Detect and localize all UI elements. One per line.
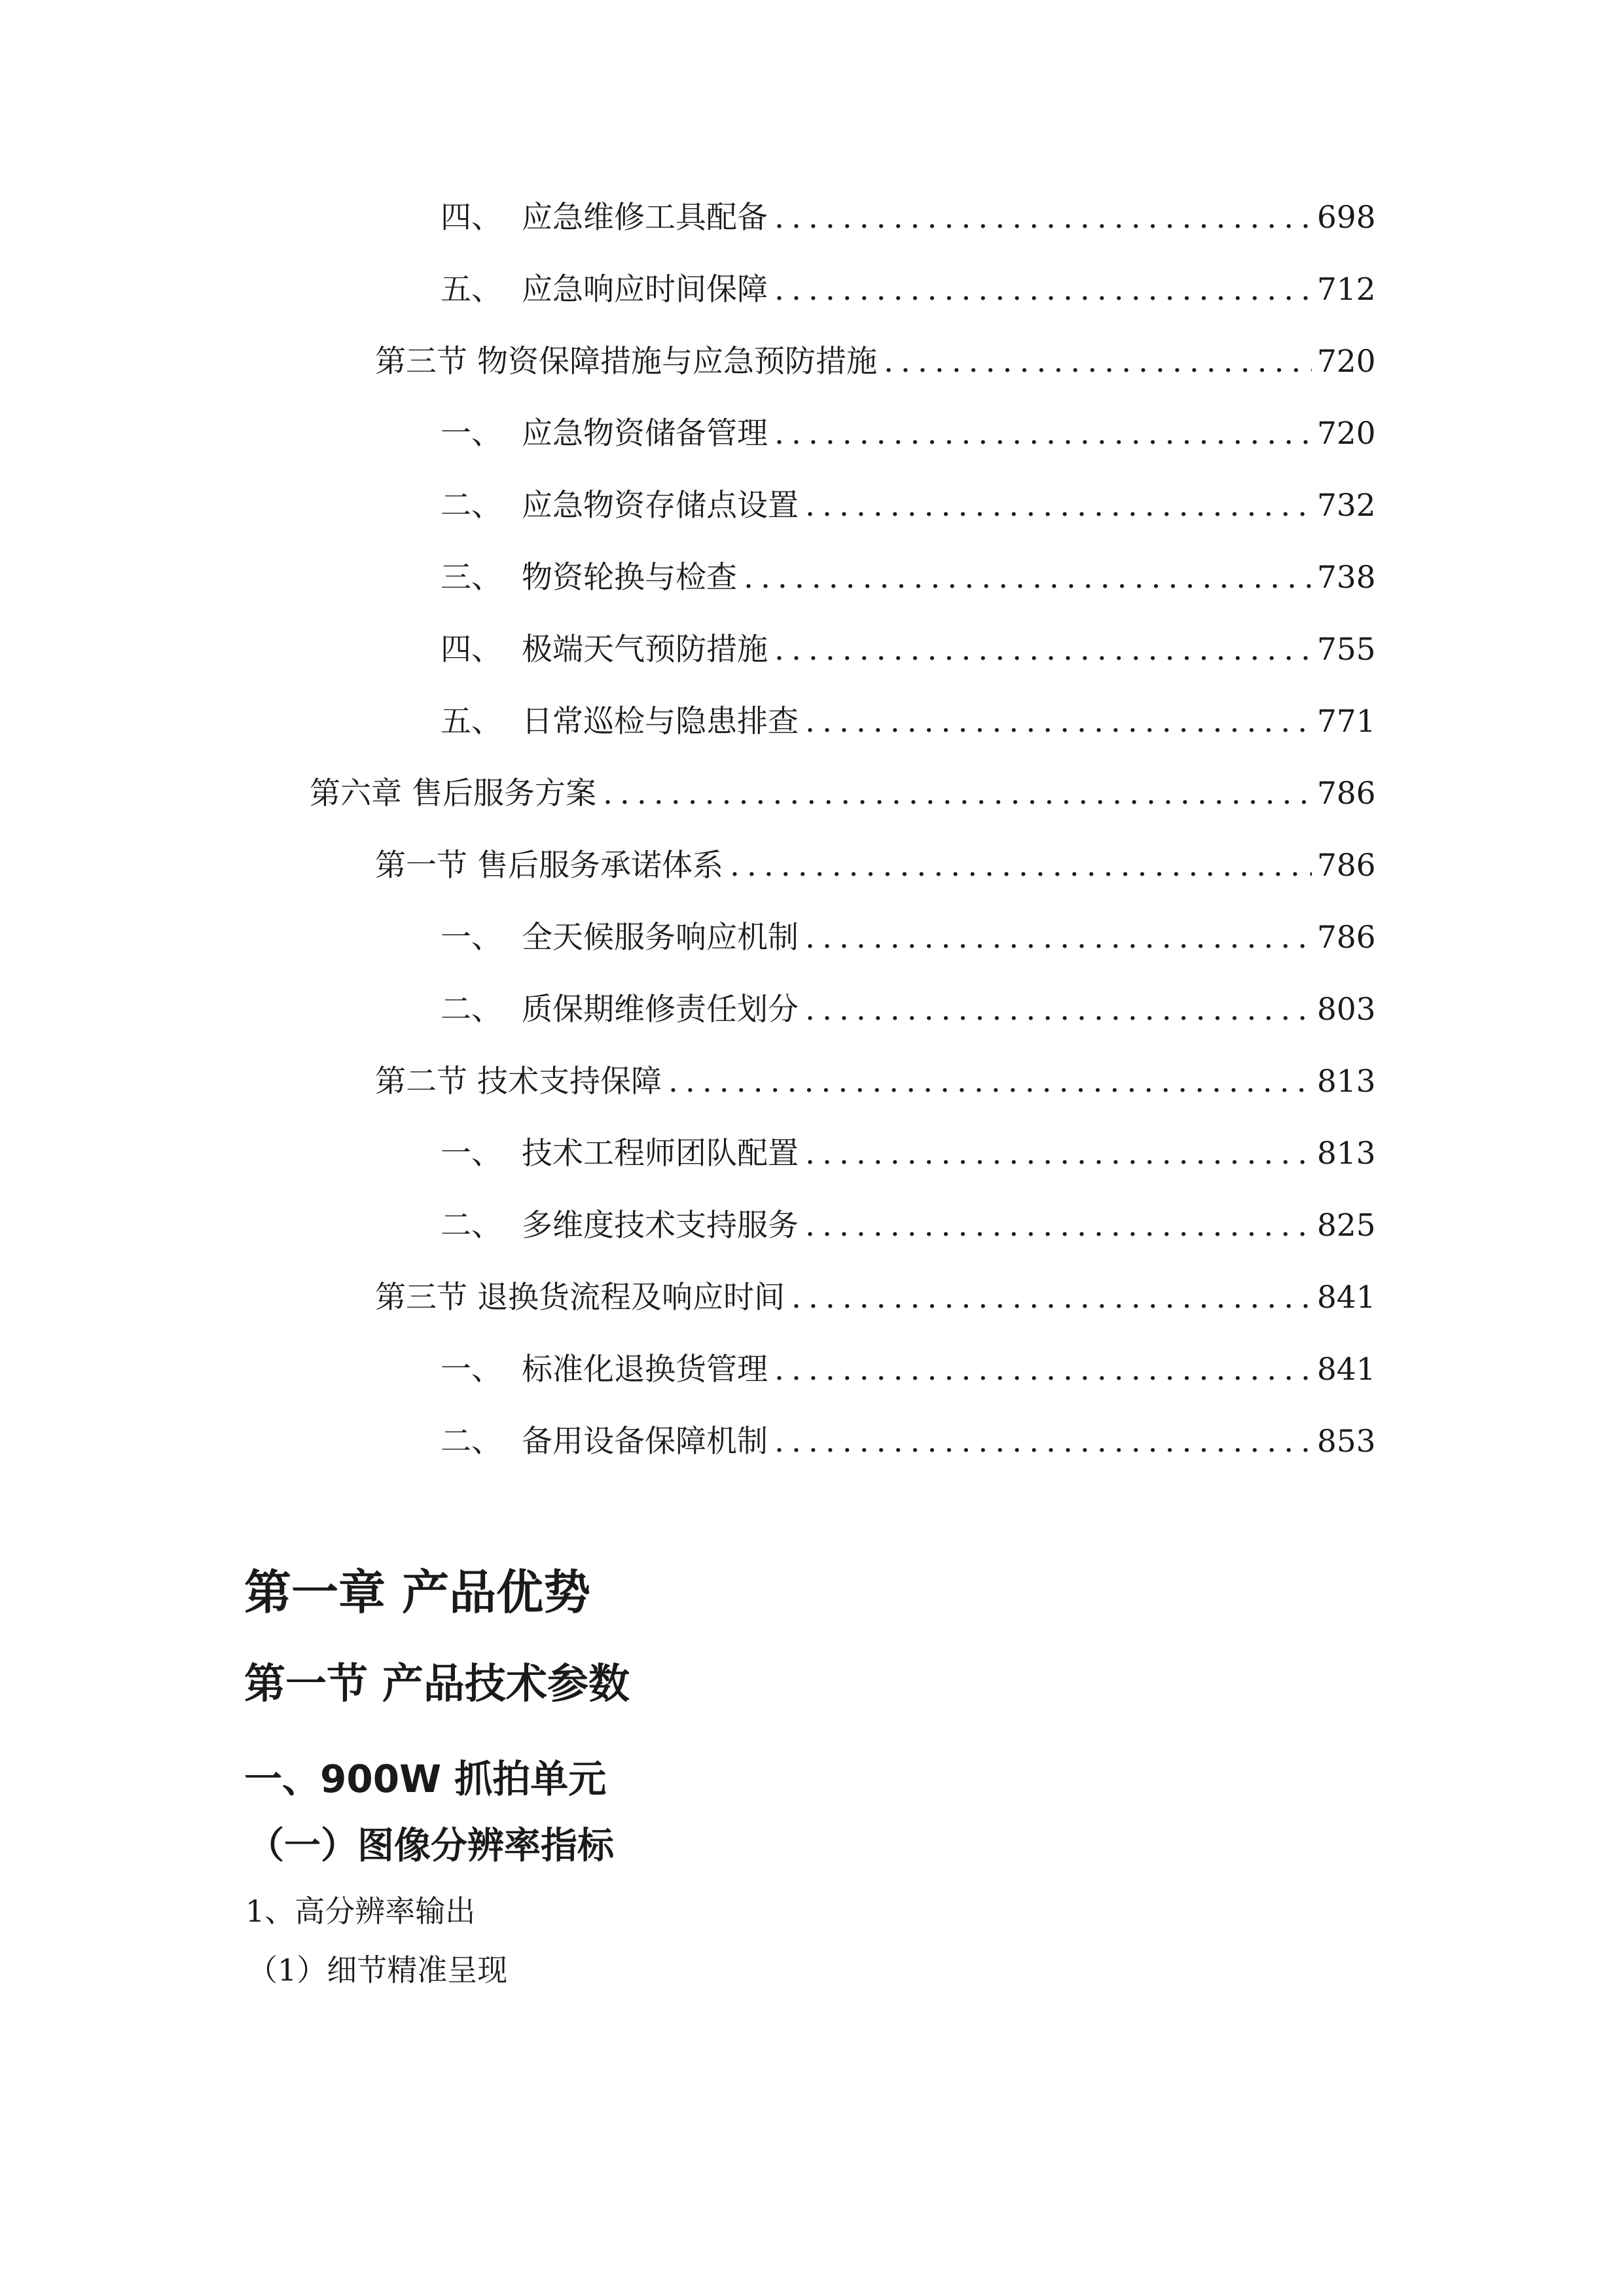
toc-entry-label xyxy=(310,764,596,823)
toc-entry-title: 技术工程师团队配置 xyxy=(522,1136,799,1172)
toc-leader-dots xyxy=(774,260,1312,319)
toc-entry-page: 738 xyxy=(1317,560,1376,596)
toc-entry-title: 第三节 退换货流程及响应时间 xyxy=(375,1280,785,1316)
toc-entry-label xyxy=(375,1268,785,1327)
toc-entry-title: 应急物资储备管理 xyxy=(522,416,768,452)
toc-leader-dots xyxy=(884,332,1312,391)
toc-entry-page: 786 xyxy=(1317,848,1376,884)
toc-entry-page: 720 xyxy=(1317,416,1376,452)
toc-entry-label xyxy=(441,1340,768,1399)
toc-entry-number: 五、 xyxy=(441,704,502,740)
toc-entry-page: 786 xyxy=(1317,920,1376,956)
toc-leader-dots xyxy=(791,1268,1312,1327)
toc-entry-page: 813 xyxy=(1317,1064,1376,1100)
toc-entry-title: 应急物资存储点设置 xyxy=(522,488,799,524)
toc-leader-dots xyxy=(774,188,1312,247)
toc-entry[interactable] xyxy=(441,1412,1376,1471)
toc-entry-title: 应急响应时间保障 xyxy=(522,272,768,308)
toc-entry-label xyxy=(441,1124,799,1183)
toc-entry-page: 841 xyxy=(1317,1280,1376,1316)
section-heading: 第一节 产品技术参数 xyxy=(244,1660,630,1708)
toc-leader-dots xyxy=(603,764,1312,823)
toc-entry-label xyxy=(441,1412,768,1471)
toc-entry-number: 二、 xyxy=(441,992,502,1028)
toc-entry-number: 一、 xyxy=(441,920,502,956)
toc-entry-number: 四、 xyxy=(441,632,502,668)
toc-entry-title: 全天候服务响应机制 xyxy=(522,920,799,956)
toc-entry[interactable] xyxy=(441,404,1376,463)
toc-entry-title: 物资轮换与检查 xyxy=(522,560,737,596)
toc-leader-dots xyxy=(774,620,1312,679)
toc-entry-label xyxy=(375,332,877,391)
toc-leader-dots xyxy=(774,1340,1312,1399)
toc-entry-label xyxy=(441,620,768,679)
toc-entry[interactable] xyxy=(441,692,1376,751)
toc-entry[interactable] xyxy=(375,1268,1376,1327)
toc-entry-label xyxy=(441,404,768,463)
toc-entry-label xyxy=(441,692,799,751)
toc-entry-title: 第三节 物资保障措施与应急预防措施 xyxy=(375,344,877,380)
toc-entry-title: 质保期维修责任划分 xyxy=(522,992,799,1028)
toc-leader-dots xyxy=(805,980,1312,1039)
toc-entry-number: 二、 xyxy=(441,1208,502,1244)
toc-entry[interactable] xyxy=(310,764,1376,823)
toc-entry[interactable] xyxy=(375,836,1376,895)
toc-entry-page: 841 xyxy=(1317,1352,1376,1388)
chapter-heading: 第一章 产品优势 xyxy=(244,1565,591,1620)
toc-entry-page: 813 xyxy=(1317,1136,1376,1172)
toc-leader-dots xyxy=(805,1196,1312,1255)
toc-entry[interactable] xyxy=(441,620,1376,679)
toc-entry-number: 二、 xyxy=(441,1424,502,1460)
toc-entry-label xyxy=(441,548,737,607)
toc-entry[interactable] xyxy=(375,332,1376,391)
toc-entry-number: 四、 xyxy=(441,200,502,236)
toc-entry-label xyxy=(441,980,799,1039)
toc-entry-title: 极端天气预防措施 xyxy=(522,632,768,668)
toc-leader-dots xyxy=(744,548,1312,607)
toc-leader-dots xyxy=(774,404,1312,463)
toc-entry-label xyxy=(441,476,799,535)
toc-entry-number: 三、 xyxy=(441,560,502,596)
toc-entry[interactable] xyxy=(441,908,1376,967)
toc-leader-dots xyxy=(730,836,1312,895)
toc-entry[interactable] xyxy=(441,476,1376,535)
toc-entry[interactable] xyxy=(441,188,1376,247)
toc-entry-label xyxy=(441,188,768,247)
toc-entry[interactable] xyxy=(441,1196,1376,1255)
subsection-heading: 一、900W 抓拍单元 xyxy=(244,1757,607,1801)
toc-entry-page: 786 xyxy=(1317,776,1376,812)
toc-leader-dots xyxy=(805,1124,1312,1183)
toc-leader-dots xyxy=(774,1412,1312,1471)
toc-entry[interactable] xyxy=(441,980,1376,1039)
toc-entry-page: 771 xyxy=(1317,704,1376,740)
toc-entry-number: 一、 xyxy=(441,1352,502,1388)
toc-entry-title: 第六章 售后服务方案 xyxy=(310,776,596,812)
toc-entry-page: 698 xyxy=(1317,200,1376,236)
toc-entry-page: 803 xyxy=(1317,992,1376,1028)
toc-entry-label xyxy=(375,1052,662,1111)
toc-entry-page: 755 xyxy=(1317,632,1376,668)
toc-entry-label xyxy=(375,836,723,895)
toc-entry-title: 第一节 售后服务承诺体系 xyxy=(375,848,723,884)
sub-list-item-heading: （1）细节精准呈现 xyxy=(247,1952,508,1988)
toc-leader-dots xyxy=(805,908,1312,967)
toc-entry-title: 应急维修工具配备 xyxy=(522,200,768,236)
toc-entry-label xyxy=(441,1196,799,1255)
toc-entry-title: 第二节 技术支持保障 xyxy=(375,1064,662,1100)
toc-entry-page: 853 xyxy=(1317,1424,1376,1460)
toc-entry-page: 712 xyxy=(1317,272,1376,308)
toc-entry[interactable] xyxy=(441,1124,1376,1183)
toc-entry-number: 一、 xyxy=(441,1136,502,1172)
toc-entry-label xyxy=(441,260,768,319)
toc-entry-title: 备用设备保障机制 xyxy=(522,1424,768,1460)
list-item-heading: 1、高分辨率输出 xyxy=(245,1893,476,1929)
toc-entry-title: 标准化退换货管理 xyxy=(522,1352,768,1388)
toc-entry[interactable] xyxy=(441,1340,1376,1399)
toc-entry-number: 一、 xyxy=(441,416,502,452)
toc-entry-title: 日常巡检与隐患排查 xyxy=(522,704,799,740)
subsubsection-heading: （一）图像分辨率指标 xyxy=(247,1824,614,1867)
toc-entry-label xyxy=(441,908,799,967)
toc-entry-page: 720 xyxy=(1317,344,1376,380)
toc-entry-number: 二、 xyxy=(441,488,502,524)
toc-leader-dots xyxy=(805,476,1312,535)
toc-entry-page: 825 xyxy=(1317,1208,1376,1244)
toc-leader-dots xyxy=(805,692,1312,751)
toc-entry[interactable] xyxy=(441,548,1376,607)
toc-entry-number: 五、 xyxy=(441,272,502,308)
toc-entry-page: 732 xyxy=(1317,488,1376,524)
toc-leader-dots xyxy=(668,1052,1312,1111)
toc-entry[interactable] xyxy=(375,1052,1376,1111)
toc-entry[interactable] xyxy=(441,260,1376,319)
toc-entry-title: 多维度技术支持服务 xyxy=(522,1208,799,1244)
